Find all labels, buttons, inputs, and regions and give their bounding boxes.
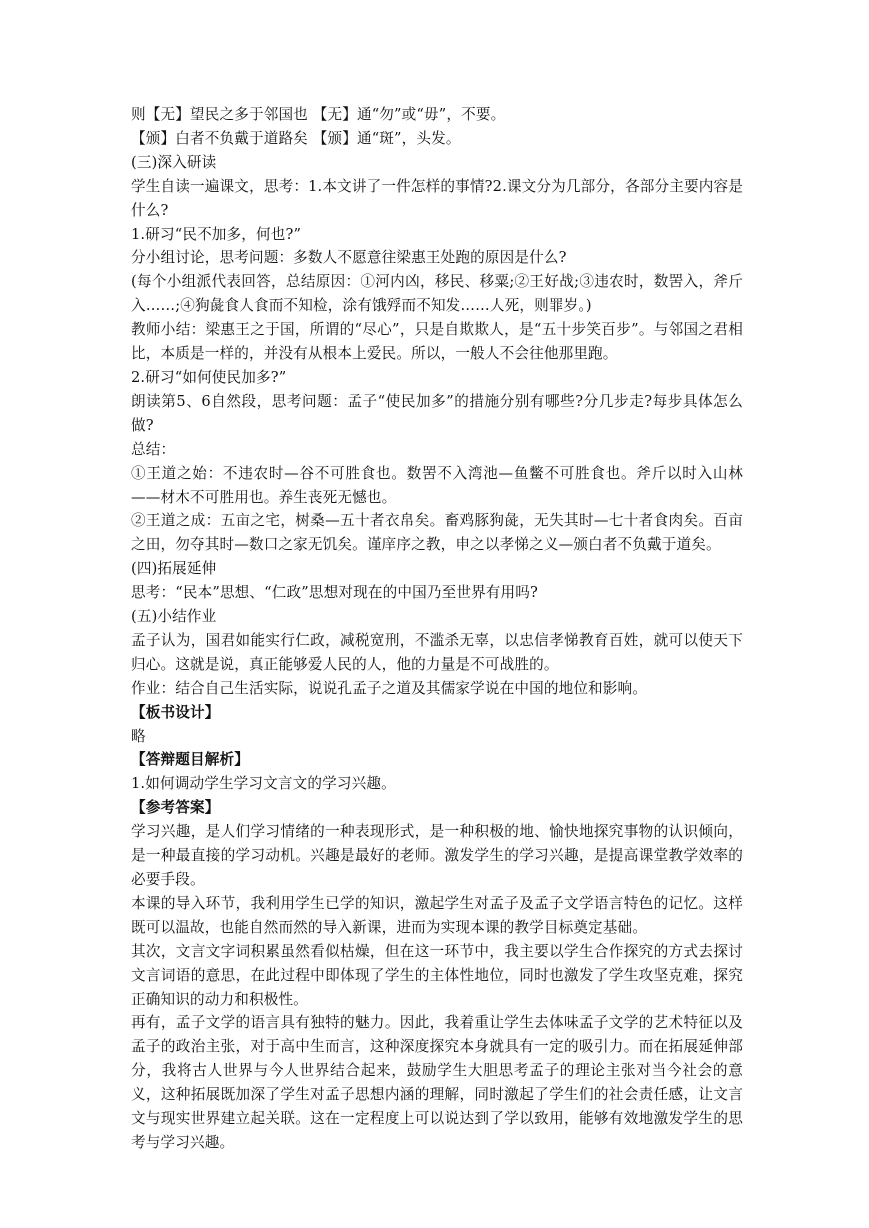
document-page bbox=[131, 103, 743, 1155]
board-design-heading: 【板书设计】 bbox=[131, 703, 220, 721]
paragraph: 学生自读一遍课文，思考：1.本文讲了一件怎样的事情?2.课文分为几部分，各部分主要内容是什么? bbox=[131, 177, 743, 219]
paragraph: 孟子认为，国君如能实行仁政，减税宽刑，不滥杀无辜，以忠信孝悌教育百姓，就可以使天下归心。这就是说，真正能够爱人民的人，他的力量是不可战胜的。 bbox=[131, 631, 743, 673]
reference-answer-heading: 【参考答案】 bbox=[131, 799, 220, 817]
section-heading: (五)小结作业 bbox=[131, 608, 217, 626]
paragraph: 分小组讨论，思考问题：多数人不愿意往梁惠王处跑的原因是什么? bbox=[131, 249, 567, 267]
paragraph: 则【无】望民之多于邻国也 【无】通“勿”或“毋”，不要。 bbox=[131, 106, 506, 123]
paragraph: 学习兴趣，是人们学习情绪的一种表现形式，是一种积极的地、愉快地探究事物的认识倾向，是一种最直接的学习动机。兴趣是最好的老师。激发学生的学习兴趣，是提高课堂教学效率的必要手段。 bbox=[131, 823, 743, 888]
paragraph: 本课的导入环节，我利用学生已学的知识，激起学生对孟子及孟子文学语言特色的记忆。这样既可以温故，也能自然而然的导入新课，进而为实现本课的教学目标奠定基础。 bbox=[131, 894, 743, 936]
paragraph: 1.如何调动学生学习文言文的学习兴趣。 bbox=[131, 775, 396, 793]
defense-question-heading: 【答辩题目解析】 bbox=[131, 751, 249, 769]
paragraph: 总结： bbox=[131, 440, 176, 458]
subsection-heading: 1.研习“民不加多，何也?” bbox=[131, 225, 302, 243]
paragraph: ②王道之成：五亩之宅，树桑—五十者衣帛矣。畜鸡豚狗彘，无失其时—七十者食肉矣。百亩之田，勿夺其时—数口之家无饥矣。谨庠序之教，申之以孝悌之义—颁白者不负戴于道矣。 bbox=[131, 512, 743, 554]
paragraph: ①王道之始：不违农时—谷不可胜食也。数罟不入湾池—鱼鳖不可胜食也。斧斤以时入山林——材木不可胜用也。养生丧死无憾也。 bbox=[131, 464, 743, 506]
subsection-heading: 2.研习“如何使民加多?” bbox=[131, 368, 287, 386]
paragraph: 教师小结：梁惠王之于国，所谓的“尽心”，只是自欺欺人，是“五十步笑百步”。与邻国之君相比，本质是一样的，并没有从根本上爱民。所以，一般人不会往他那里跑。 bbox=[131, 321, 743, 363]
paragraph: 作业：结合自己生活实际，说说孔孟子之道及其儒家学说在中国的地位和影响。 bbox=[131, 679, 648, 697]
paragraph: 朗读第5、6自然段，思考问题：孟子“使民加多”的措施分别有哪些?分几步走?每步具体怎么做? bbox=[131, 392, 743, 434]
paragraph: 再有，孟子文学的语言具有独特的魅力。因此，我着重让学生去体味孟子文学的艺术特征以及孟子的政治主张，对于高中生而言，这种深度探究本身就具有一定的吸引力。而在拓展延伸部分，我将古人世界与今人世界结合起来，鼓励学生大胆思考孟子的理论主张对当今社会的意义，这种拓展既加深了学生对孟子思想内涵的理解，同时激起了学生们的社会责任感，让文言文与现实世界建立起关联。这在一定程度上可以说达到了学以致用，能够有效地激发学生的思考与学习兴趣。 bbox=[131, 1014, 743, 1151]
paragraph: 略 bbox=[131, 727, 146, 745]
paragraph: 思考：“民本”思想、“仁政”思想对现在的中国乃至世界有用吗? bbox=[131, 584, 539, 602]
paragraph: 【颁】白者不负戴于道路矣 【颁】通“斑”，头发。 bbox=[131, 129, 461, 147]
paragraph: 其次，文言文字词积累虽然看似枯燥，但在这一环节中，我主要以学生合作探究的方式去探讨文言词语的意思，在此过程中即体现了学生的主体性地位，同时也激发了学生攻坚克难，探究正确知识的动力和积极性。 bbox=[131, 942, 743, 1008]
section-heading: (三)深入研读 bbox=[131, 153, 217, 171]
section-heading: (四)拓展延伸 bbox=[131, 560, 217, 578]
paragraph: (每个小组派代表回答，总结原因：①河内凶，移民、移粟;②王好战;③违农时，数罟入，斧斤入……;④狗彘食人食而不知检，涂有饿殍而不知发……人死，则罪岁。) bbox=[131, 273, 743, 315]
